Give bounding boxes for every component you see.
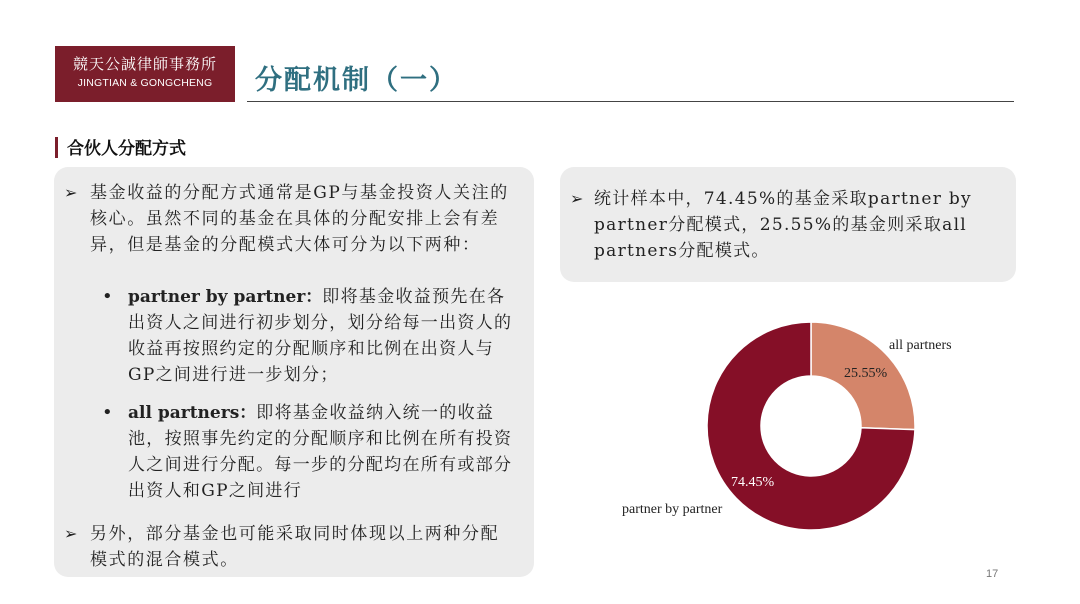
bullet-dot-icon: • xyxy=(102,402,113,423)
bullet-text: 即将基金收益预先在各出资人之间进行初步划分，划分给每一出资人的收益再按照约定的分配顺序和比例在出资人与GP之间进行进一步划分； xyxy=(128,287,513,385)
section-heading: 合伙人分配方式 xyxy=(67,139,186,159)
bullet-text: 即将基金收益纳入统一的收益池，按照事先约定的分配顺序和比例在所有投资人之间进行分配。每一步的分配均在所有或部分出资人和GP之间进行 xyxy=(128,403,513,501)
logo-english-name: JINGTIAN & GONGCHENG xyxy=(77,77,213,89)
bullet-term: partner by partner xyxy=(128,287,306,307)
arrow-bullet-icon: ➢ xyxy=(570,189,584,208)
data-label-partner-by-partner: 74.45% xyxy=(731,475,775,490)
bullet-colon: ： xyxy=(239,403,257,423)
page-number: 17 xyxy=(986,568,999,580)
left-text-panel xyxy=(54,167,534,577)
intro-paragraph: 基金收益的分配方式通常是GP与基金投资人关注的核心。虽然不同的基金在具体的分配安排上会有差异，但是基金的分配模式大体可分为以下两种： xyxy=(90,183,509,255)
category-label-partner-by-partner: partner by partner xyxy=(622,502,723,517)
arrow-bullet-icon: ➢ xyxy=(64,183,78,202)
data-label-all-partners: 25.55% xyxy=(844,366,888,381)
statistics-paragraph: 统计样本中，74.45%的基金采取partner by partner分配模式，25.55%的基金则采取all partners分配模式。 xyxy=(594,189,972,261)
bullet-term: all partners xyxy=(128,403,240,423)
arrow-bullet-icon: ➢ xyxy=(64,524,78,543)
title-divider xyxy=(247,101,1014,102)
bullet-dot-icon: • xyxy=(102,286,113,307)
category-label-all-partners: all partners xyxy=(889,338,952,353)
right-text-panel xyxy=(560,167,1016,282)
logo-chinese-name: 競天公誠律師事務所 xyxy=(72,55,217,73)
bullet-colon: ： xyxy=(305,287,323,307)
bullet-partner-by-partner xyxy=(128,284,518,388)
bullet-all-partners xyxy=(128,400,518,504)
distribution-donut-chart xyxy=(600,300,1000,540)
outro-paragraph: 另外，部分基金也可能采取同时体现以上两种分配模式的混合模式。 xyxy=(90,524,500,570)
firm-logo xyxy=(55,46,235,102)
section-accent-bar xyxy=(55,137,58,158)
page-title: 分配机制（一） xyxy=(255,65,458,96)
